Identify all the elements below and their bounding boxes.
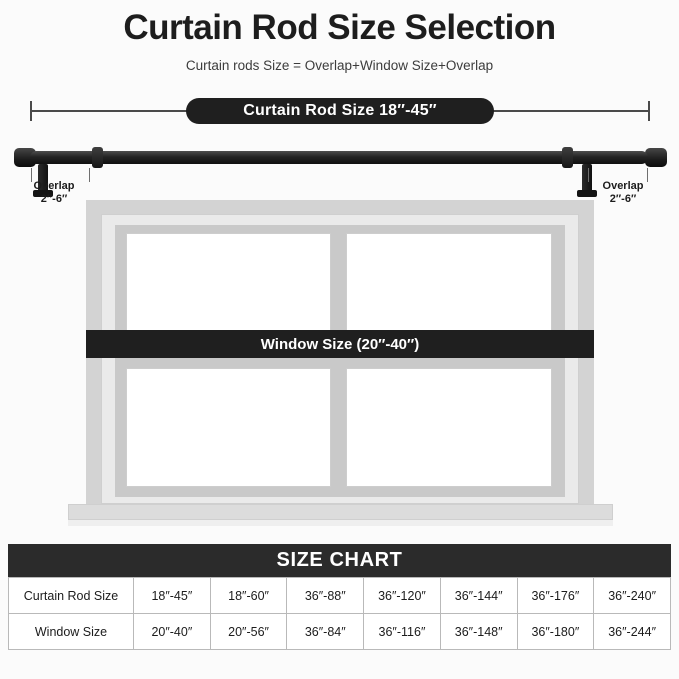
curtain-rod-size-badge: Curtain Rod Size 18″-45″ — [186, 98, 494, 124]
overlap-right-line2: 2″-6″ — [609, 193, 637, 205]
overlap-left-line1: Overlap — [33, 180, 75, 192]
cell-win-3: 36″-116″ — [364, 614, 441, 650]
size-chart-table — [8, 577, 671, 650]
window-sill — [68, 504, 613, 520]
window-size-banner: Window Size (20″-40″) — [86, 330, 594, 358]
rod-measure-cap-right — [648, 101, 650, 121]
page-subtitle: Curtain rods Size = Overlap+Window Size+Overlap — [185, 58, 494, 73]
cell-win-4: 36″-148″ — [440, 614, 517, 650]
cell-rod-0: 18″-45″ — [134, 578, 211, 614]
curtain-rod-illustration — [0, 142, 679, 198]
window-pane-bottom-right — [346, 368, 552, 487]
cell-rod-5: 36″-176″ — [517, 578, 594, 614]
cell-win-5: 36″-180″ — [517, 614, 594, 650]
overlap-label-left — [23, 180, 85, 206]
size-chart-title: SIZE CHART — [8, 544, 671, 577]
cell-rod-6: 36″-240″ — [594, 578, 671, 614]
row-label-curtain-rod-size: Curtain Rod Size — [9, 578, 134, 614]
overlap-right-line1: Overlap — [602, 180, 644, 192]
size-chart — [8, 544, 671, 664]
cell-win-2: 36″-84″ — [287, 614, 364, 650]
cell-rod-2: 36″-88″ — [287, 578, 364, 614]
rod-finial-right-icon — [645, 148, 667, 167]
rod-collar-right — [562, 147, 573, 168]
window-sill-shadow — [68, 520, 613, 526]
table-row — [9, 578, 671, 614]
cell-win-1: 20″-56″ — [210, 614, 287, 650]
page-title: Curtain Rod Size Selection — [123, 8, 556, 47]
cell-rod-1: 18″-60″ — [210, 578, 287, 614]
cell-win-6: 36″-244″ — [594, 614, 671, 650]
rod-measure-cap-left — [30, 101, 32, 121]
cell-win-0: 20″-40″ — [134, 614, 211, 650]
table-row — [9, 614, 671, 650]
rod-collar-left — [92, 147, 103, 168]
overlap-tick-left-inner — [89, 168, 90, 182]
window-pane-bottom-left — [126, 368, 331, 487]
row-label-window-size: Window Size — [9, 614, 134, 650]
cell-rod-4: 36″-144″ — [440, 578, 517, 614]
overlap-label-right — [592, 180, 654, 206]
overlap-tick-right-inner — [588, 168, 589, 182]
rod-bar — [30, 151, 648, 164]
cell-rod-3: 36″-120″ — [364, 578, 441, 614]
overlap-left-line2: 2″-6″ — [40, 193, 68, 205]
